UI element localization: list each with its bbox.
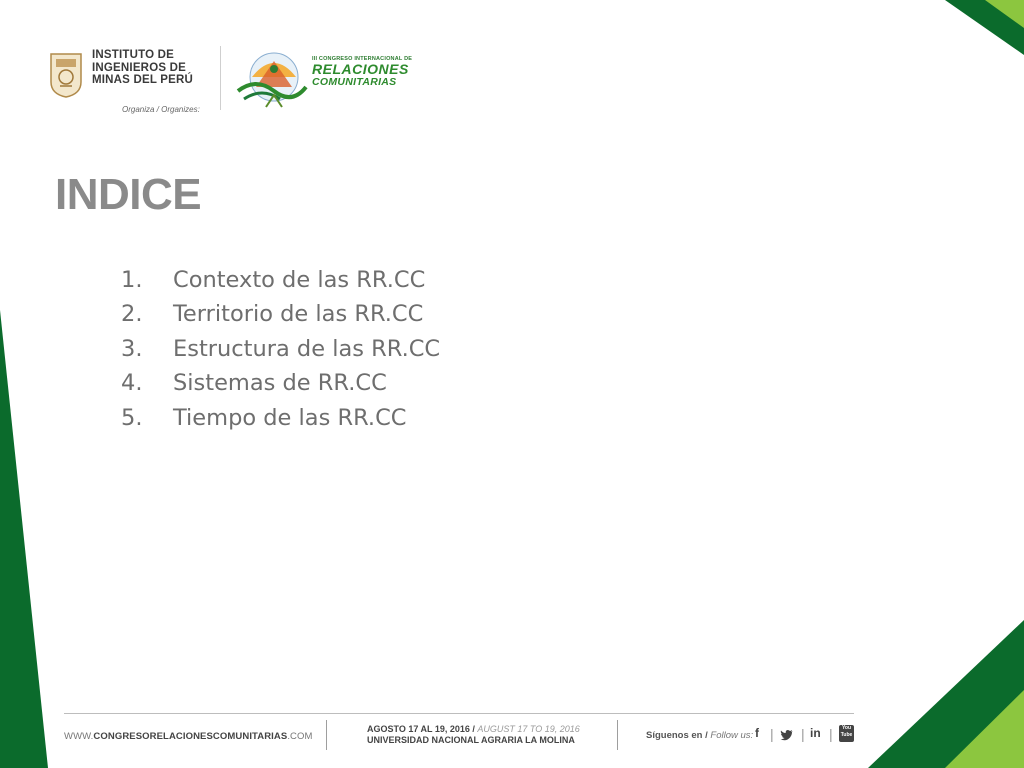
- social-separator: |: [801, 726, 805, 742]
- header-divider: [220, 46, 221, 110]
- index-list: [121, 263, 440, 435]
- congress-logo-text: [312, 56, 422, 88]
- top-right-lime-stripe: [985, 0, 1024, 28]
- congress-emblem-logo: [236, 47, 308, 111]
- top-right-green-stripe: [945, 0, 1024, 55]
- event-dates-es: AGOSTO 17 AL 19, 2016 /: [367, 724, 475, 734]
- footer-website-link[interactable]: [64, 731, 313, 742]
- index-item: [121, 297, 440, 331]
- index-item: [121, 332, 440, 366]
- index-item-label: Estructura de las RR.CC: [173, 335, 441, 362]
- social-separator: |: [770, 726, 774, 742]
- footer-event-info: [367, 724, 580, 746]
- index-item-label: Contexto de las RR.CC: [173, 267, 426, 293]
- website-suffix: .COM: [287, 731, 313, 742]
- footer-divider: [326, 720, 327, 750]
- social-separator: |: [829, 726, 833, 742]
- congress-logo-line1: RELACIONES: [312, 61, 409, 77]
- youtube-icon[interactable]: You Tube: [839, 725, 854, 742]
- bottom-right-green-stripe: [868, 620, 1024, 768]
- website-main: CONGRESORELACIONESCOMUNITARIAS: [93, 731, 288, 742]
- index-item-label: Territorio de las RR.CC: [173, 301, 424, 328]
- slide-title: INDICE: [55, 170, 202, 219]
- footer-rule: [64, 713, 854, 714]
- bottom-right-lime-stripe: [945, 690, 1024, 768]
- follow-us-label: [646, 730, 753, 741]
- facebook-icon[interactable]: f: [755, 726, 759, 740]
- event-venue: UNIVERSIDAD NACIONAL AGRARIA LA MOLINA: [367, 735, 575, 745]
- follow-es: Síguenos en /: [646, 730, 708, 741]
- index-item-number: 5.: [121, 404, 143, 431]
- iimp-seal-logo: [49, 52, 83, 98]
- organizer-name: INSTITUTO DE INGENIEROS DE MINAS DEL PERÚ: [92, 49, 193, 86]
- index-item-number: 3.: [121, 335, 143, 362]
- organizer-caption: Organiza / Organizes:: [122, 105, 200, 114]
- index-item: [121, 263, 440, 297]
- footer-divider: [617, 720, 618, 750]
- index-item-number: 2.: [121, 301, 143, 328]
- index-item-number: 4.: [121, 370, 143, 397]
- twitter-icon[interactable]: [780, 729, 794, 741]
- event-dates-en: AUGUST 17 TO 19, 2016: [477, 724, 580, 734]
- index-item-label: Tiempo de las RR.CC: [173, 404, 407, 431]
- congress-logo-line2: COMUNITARIAS: [312, 76, 397, 88]
- follow-en: Follow us:: [710, 730, 754, 741]
- index-item: [121, 401, 440, 435]
- index-item-label: Sistemas de RR.CC: [173, 370, 387, 397]
- left-green-band: [0, 310, 48, 768]
- congress-logo-small-line: III CONGRESO INTERNACIONAL DE: [312, 56, 413, 62]
- linkedin-icon[interactable]: in: [810, 726, 821, 740]
- index-item: [121, 366, 440, 400]
- index-item-number: 1.: [121, 267, 143, 293]
- website-prefix: WWW.: [64, 731, 94, 742]
